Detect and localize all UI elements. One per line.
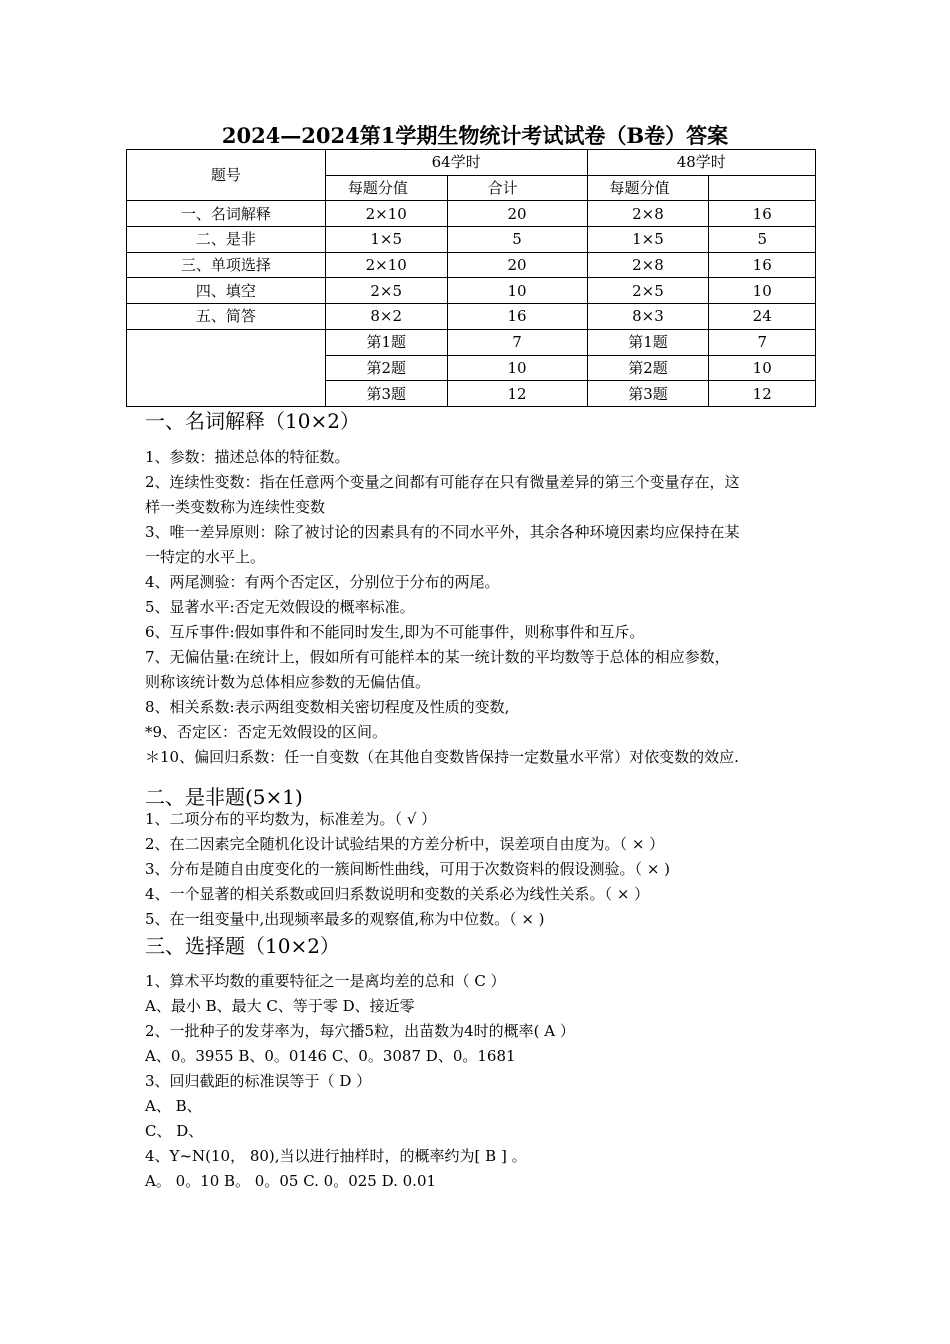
table-cell: 10 [447,278,587,304]
section-heading: 二、是非题(5×1) [145,785,303,809]
table-cell: 16 [709,252,816,278]
table-row [127,304,816,330]
table-cell: 5 [709,227,816,253]
table-row [127,227,816,253]
table-cell: 1×5 [325,227,447,253]
table-cell: 一、名词解释 [127,201,326,227]
text-line: 2、一批种子的发芽率为，每穴播5粒，出苗数为4时的概率( A ） [145,1022,575,1040]
text-line: 8、相关系数:表示两组变数相关密切程度及性质的变数, [145,698,510,716]
text-line: 3、分布是随自由度变化的一簇间断性曲线，可用于次数资料的假设测验。（ × ) [145,860,671,878]
text-line: A、0。3955 B、0。0146 C、0。3087 D、0。1681 [145,1047,516,1065]
table-cell: 2×10 [325,252,447,278]
table-cell: 16 [447,304,587,330]
header-question-no: 题号 [127,150,326,201]
text-line: 4、一个显著的相关系数或回归系数说明和变数的关系必为线性关系。（ × ） [145,885,650,903]
text-line: A、最小 B、最大 C、等于零 D、接近零 [145,997,415,1015]
table-cell: 第3题 [325,381,447,407]
text-line: 5、在一组变量中,出现频率最多的观察值,称为中位数。（ × ) [145,910,545,928]
table-cell: 五、简答 [127,304,326,330]
text-line: 样一类变数称为连续性变数 [145,498,326,516]
table-cell: 2×10 [325,201,447,227]
table-cell: 10 [447,355,587,381]
text-line: ＊10、偏回归系数：任一自变数（在其他自变数皆保持一定数量水平常）对依变数的效应. [145,748,739,766]
table-cell: 20 [447,201,587,227]
text-line: 1、算术平均数的重要特征之一是离均差的总和（ C ） [145,972,506,990]
table-cell: 二、是非 [127,227,326,253]
table-cell: 10 [709,355,816,381]
text-line: 1、参数：描述总体的特征数。 [145,448,350,466]
table-cell: 10 [709,278,816,304]
header-per-score-48: 每题分值 [587,175,709,201]
header-total-64: 合计 [447,175,587,201]
text-line: 7、无偏估量:在统计上，假如所有可能样本的某一统计数的平均数等于总体的相应参数， [145,648,730,666]
document-title: 2024—2024第1学期生物统计考试试卷（B卷）答案 [221,123,729,148]
text-line: A、 B、 [145,1097,202,1115]
table-cell: 三、单项选择 [127,252,326,278]
text-line: 2、连续性变数：指在任意两个变量之间都有可能存在只有微量差异的第三个变量存在，这 [145,473,740,491]
section-heading: 三、选择题（10×2） [145,934,340,958]
table-cell: 8×2 [325,304,447,330]
table-cell: 2×8 [587,252,709,278]
text-line: 3、唯一差异原则：除了被讨论的因素具有的不同水平外，其余各种环境因素均应保持在某 [145,523,740,541]
table-cell: 第1题 [325,329,447,355]
table-cell: 2×8 [587,201,709,227]
text-line: C、 D、 [145,1122,204,1140]
table-cell: 1×5 [587,227,709,253]
table-cell: 2×5 [587,278,709,304]
table-cell-empty [127,329,326,406]
table-cell: 8×3 [587,304,709,330]
table-cell: 7 [709,329,816,355]
text-line: A。 0。10 B。 0。05 C. 0。025 D. 0.01 [145,1172,437,1190]
table-row [127,201,816,227]
table-cell: 第2题 [325,355,447,381]
table-cell: 24 [709,304,816,330]
header-64-hours: 64学时 [325,150,587,176]
table-cell: 16 [709,201,816,227]
text-line: 4、两尾测验：有两个否定区，分别位于分布的两尾。 [145,573,500,591]
text-line: 1、二项分布的平均数为，标准差为。（ √ ） [145,810,437,828]
table-cell: 12 [447,381,587,407]
table-cell: 四、填空 [127,278,326,304]
table-cell: 第2题 [587,355,709,381]
header-per-score-64: 每题分值 [325,175,447,201]
table-row [127,252,816,278]
text-line: 6、互斥事件:假如事件和不能同时发生,即为不可能事件，则称事件和互斥。 [145,623,645,641]
table-row [127,329,816,355]
text-line: 3、回归截距的标准误等于（ D ） [145,1072,372,1090]
table-cell: 第3题 [587,381,709,407]
header-48-hours: 48学时 [587,150,816,176]
text-line: 一特定的水平上。 [145,548,266,566]
text-line: 5、显著水平:否定无效假设的概率标准。 [145,598,415,616]
table-cell: 20 [447,252,587,278]
table-cell: 7 [447,329,587,355]
table-cell: 5 [447,227,587,253]
table-cell: 第1题 [587,329,709,355]
text-line: 则称该统计数为总体相应参数的无偏估值。 [145,673,431,691]
header-total-48 [709,175,816,201]
text-line: 4、Y~N(10， 80),当以进行抽样时，的概率约为[ B ] 。 [145,1147,527,1165]
table-row [127,278,816,304]
section-heading: 一、名词解释（10×2） [145,409,360,433]
score-table [126,149,816,407]
text-line: 2、在二因素完全随机化设计试验结果的方差分析中，误差项自由度为。（ × ） [145,835,665,853]
table-cell: 12 [709,381,816,407]
table-cell: 2×5 [325,278,447,304]
text-line: *9、否定区：否定无效假设的区间。 [145,723,388,741]
